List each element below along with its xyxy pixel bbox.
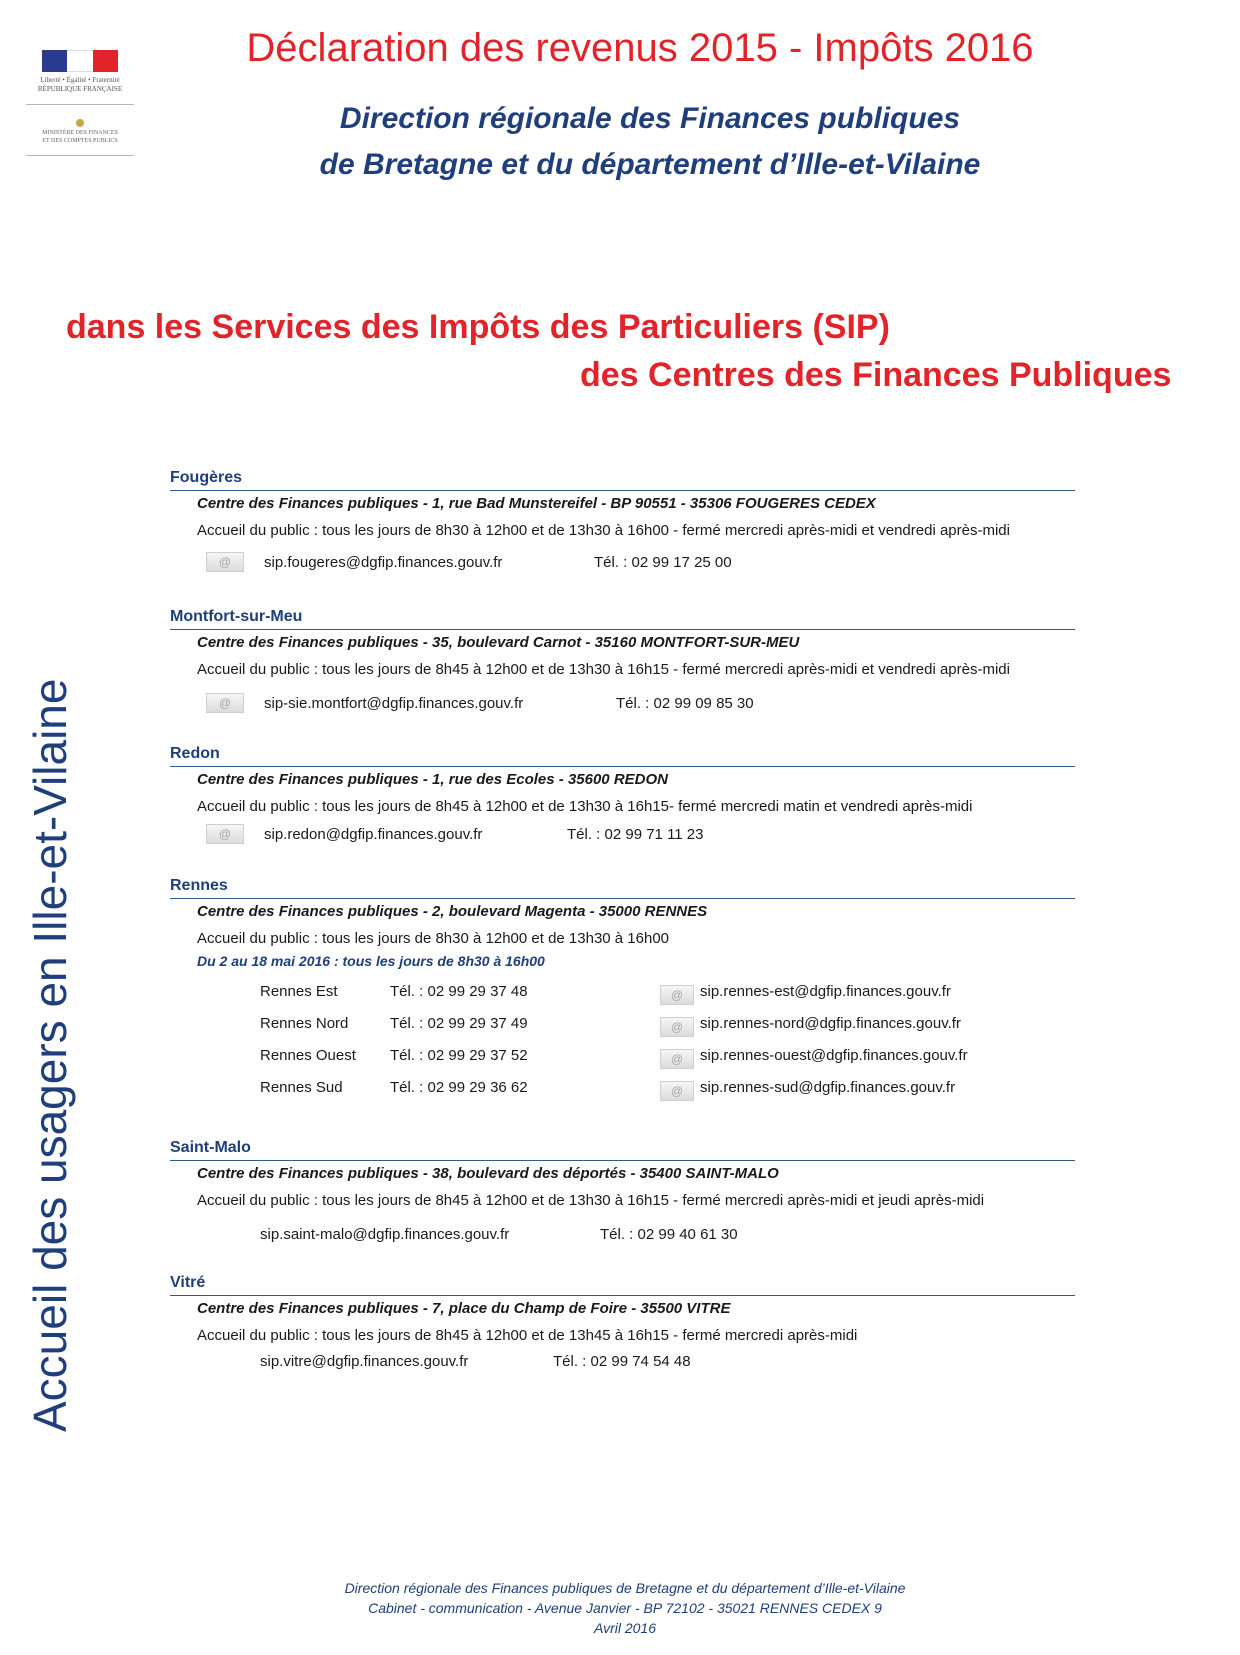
email-link[interactable]: sip.fougeres@dgfip.finances.gouv.fr [264, 553, 503, 571]
opening-hours: Accueil du public : tous les jours de 8h45 à 12h00 et de 13h30 à 16h15 - fermé mercredi après-midi et jeudi après-midi [197, 1192, 985, 1209]
office-name: Rennes Nord [260, 1014, 349, 1032]
contact-row [170, 690, 1075, 716]
section-vitre [170, 1271, 1075, 1374]
address: Centre des Finances publiques - 35, boulevard Carnot - 35160 MONTFORT-SUR-MEU [197, 634, 800, 651]
contact-row [170, 1221, 1075, 1247]
address: Centre des Finances publiques - 7, place du Champ de Foire - 35500 VITRE [197, 1300, 731, 1317]
mail-icon: @ [206, 693, 244, 713]
office-row [170, 1039, 1075, 1071]
office-phone: Tél. : 02 99 29 37 52 [390, 1046, 528, 1064]
republique-logo-text: Liberté • Égalité • Fraternité RÉPUBLIQUE FRANÇAISE [37, 76, 123, 93]
section-rule [170, 766, 1075, 767]
mail-icon: @ [206, 824, 244, 844]
phone-number: Tél. : 02 99 09 85 30 [616, 694, 754, 712]
opening-hours: Accueil du public : tous les jours de 8h45 à 12h00 et de 13h30 à 16h15- fermé mercredi matin et vendredi après-midi [197, 798, 973, 815]
section-rule [170, 490, 1075, 491]
logo-divider [26, 104, 134, 105]
section-rule [170, 898, 1075, 899]
office-email-link[interactable]: sip.rennes-est@dgfip.finances.gouv.fr [700, 982, 951, 1000]
logo-divider-bottom [26, 155, 134, 156]
section-title: Vitré [170, 1274, 206, 1291]
address: Centre des Finances publiques - 38, boulevard des déportés - 35400 SAINT-MALO [197, 1165, 779, 1182]
logo-block [26, 44, 134, 156]
intro-line2: des Centres des Finances Publiques [580, 356, 1172, 394]
ministere-emblem-icon [76, 119, 84, 127]
mail-icon: @ [660, 1049, 694, 1069]
section-saint-malo [170, 1136, 1075, 1247]
ministere-logo-text: MINISTÈRE DES FINANCES ET DES COMPTES PUBLICS [42, 130, 118, 144]
office-name: Rennes Ouest [260, 1046, 356, 1064]
opening-hours: Accueil du public : tous les jours de 8h45 à 12h00 et de 13h30 à 16h15 - fermé mercredi après-midi et vendredi après-midi [197, 661, 1010, 678]
section-rule [170, 1295, 1075, 1296]
office-email-link[interactable]: sip.rennes-ouest@dgfip.finances.gouv.fr [700, 1046, 968, 1064]
contact-row [170, 821, 1075, 847]
office-email-link[interactable]: sip.rennes-sud@dgfip.finances.gouv.fr [700, 1078, 956, 1096]
office-row [170, 1071, 1075, 1103]
section-montfort [170, 605, 1075, 716]
office-phone: Tél. : 02 99 29 36 62 [390, 1078, 528, 1096]
section-title: Redon [170, 745, 220, 762]
footer-line2: Cabinet - communication - Avenue Janvier - BP 72102 - 35021 RENNES CEDEX 9 [368, 1600, 882, 1616]
opening-hours: Accueil du public : tous les jours de 8h30 à 12h00 et de 13h30 à 16h00 [197, 930, 670, 947]
section-rennes [170, 874, 1075, 1103]
office-row [170, 1007, 1075, 1039]
phone-number: Tél. : 02 99 74 54 48 [553, 1352, 691, 1370]
special-hours: Du 2 au 18 mai 2016 : tous les jours de 8h30 à 16h00 [197, 953, 545, 969]
section-title: Saint-Malo [170, 1139, 251, 1156]
address: Centre des Finances publiques - 2, boulevard Magenta - 35000 RENNES [197, 903, 708, 920]
footer-line1: Direction régionale des Finances publiques de Bretagne et du département d’Ille-et-Vilaine [344, 1580, 906, 1596]
opening-hours: Accueil du public : tous les jours de 8h45 à 12h00 et de 13h45 à 16h15 - fermé mercredi après-midi [197, 1327, 858, 1344]
contact-row [170, 1348, 1075, 1374]
vertical-title: Accueil des usagers en Ille-et-Vilaine [24, 678, 76, 1432]
office-phone: Tél. : 02 99 29 37 49 [390, 1014, 528, 1032]
footer-line3: Avril 2016 [593, 1620, 656, 1636]
intro-line1: dans les Services des Impôts des Particuliers (SIP) [66, 308, 890, 346]
office-phone: Tél. : 02 99 29 37 48 [390, 982, 528, 1000]
subtitle-line2: de Bretagne et du département d’Ille-et-Vilaine [319, 148, 981, 181]
section-redon [170, 742, 1075, 847]
mail-icon: @ [660, 985, 694, 1005]
section-title: Fougères [170, 469, 243, 486]
email-link[interactable]: sip-sie.montfort@dgfip.finances.gouv.fr [264, 694, 524, 712]
address: Centre des Finances publiques - 1, rue Bad Munstereifel - BP 90551 - 35306 FOUGERES CEDEX [197, 495, 876, 512]
section-title: Rennes [170, 877, 228, 894]
page-subtitle [220, 96, 1080, 188]
mail-icon: @ [660, 1081, 694, 1101]
email-link[interactable]: sip.vitre@dgfip.finances.gouv.fr [260, 1352, 469, 1370]
email-link[interactable]: sip.redon@dgfip.finances.gouv.fr [264, 825, 483, 843]
phone-number: Tél. : 02 99 40 61 30 [600, 1225, 738, 1243]
page-footer [280, 1578, 970, 1638]
opening-hours: Accueil du public : tous les jours de 8h30 à 12h00 et de 13h30 à 16h00 - fermé mercredi après-midi et vendredi après-midi [197, 522, 1010, 539]
email-link[interactable]: sip.saint-malo@dgfip.finances.gouv.fr [260, 1225, 510, 1243]
phone-number: Tél. : 02 99 71 11 23 [567, 825, 704, 843]
office-row [170, 975, 1075, 1007]
section-fougeres [170, 466, 1075, 575]
section-rule [170, 629, 1075, 630]
ministere-logo [26, 119, 134, 145]
phone-number: Tél. : 02 99 17 25 00 [594, 553, 732, 571]
page-title: Déclaration des revenus 2015 - Impôts 2016 [246, 26, 1034, 70]
contact-row [170, 549, 1075, 575]
address: Centre des Finances publiques - 1, rue des Ecoles - 35600 REDON [197, 771, 668, 788]
rennes-offices [170, 975, 1075, 1103]
section-title: Montfort-sur-Meu [170, 608, 303, 625]
office-name: Rennes Est [260, 982, 338, 1000]
mail-icon: @ [206, 552, 244, 572]
subtitle-line1: Direction régionale des Finances publiques [339, 102, 961, 135]
marianne-flag-logo [42, 50, 118, 72]
section-rule [170, 1160, 1075, 1161]
office-name: Rennes Sud [260, 1078, 343, 1096]
mail-icon: @ [660, 1017, 694, 1037]
office-email-link[interactable]: sip.rennes-nord@dgfip.finances.gouv.fr [700, 1014, 961, 1032]
